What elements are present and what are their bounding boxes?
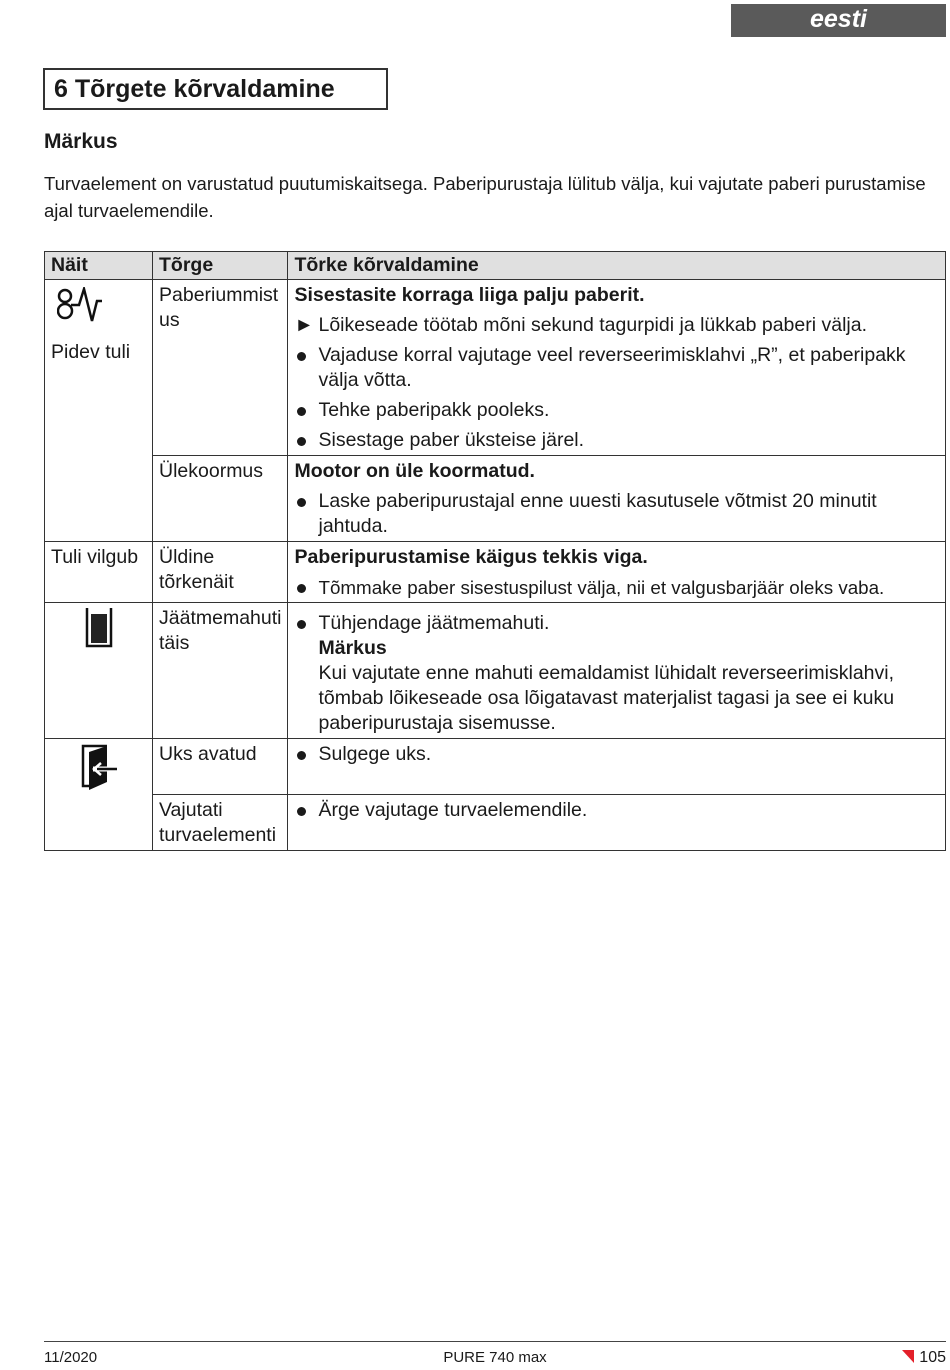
paper-jam-icon	[57, 287, 146, 334]
table-row	[45, 739, 946, 795]
list-item: Vajaduse korral vajutage veel reverseerimisklahvi „R”, et paberipakk välja võtta.	[294, 343, 939, 393]
fault-cell: Ülekoormus	[153, 456, 288, 542]
fault-cell: Paberiummistus	[153, 280, 288, 456]
indicator-cell	[45, 280, 153, 542]
indicator-cell	[45, 603, 153, 739]
page-number: 105	[919, 1349, 946, 1366]
remedy-title: Mootor on üle koormatud.	[294, 460, 535, 482]
troubleshooting-table	[44, 251, 946, 851]
indicator-cell	[45, 739, 153, 851]
footer-page	[902, 1349, 946, 1367]
list-item: Sisestage paber üksteise järel.	[294, 428, 939, 453]
result-item: ► Lõikeseade töötab mõni sekund tagurpidi ja lükkab paberi välja.	[294, 313, 939, 338]
footer-divider	[44, 1341, 946, 1342]
list-item: Laske paberipurustajal enne uuesti kasutusele võtmist 20 minutit jahtuda.	[294, 489, 939, 539]
header-fault: Tõrge	[153, 252, 288, 280]
table-row	[45, 456, 946, 542]
indicator-label: Pidev tuli	[51, 341, 131, 363]
remedy-title: Paberipurustamise käigus tekkis viga.	[294, 546, 648, 568]
fault-cell: Jäätmemahuti täis	[153, 603, 288, 739]
list-item: Tõmmake paber sisestuspilust välja, nii et valgusbarjäär oleks vaba.	[294, 575, 939, 600]
note-text: Kui vajutate enne mahuti eemaldamist lühidalt reverseerimisklahvi, tõmbab lõikeseade osa lõigatavast materjalist tagasi ja see ei kuku paberipurustaja sisemusse.	[318, 662, 895, 734]
remedy-cell	[288, 280, 946, 456]
remedy-cell	[288, 603, 946, 739]
table-row	[45, 795, 946, 851]
remedy-cell	[288, 542, 946, 603]
table-row	[45, 542, 946, 603]
indicator-label: Tuli vilgub	[45, 542, 153, 603]
table-row	[45, 280, 946, 456]
list-item-text: Tühjendage jäätmemahuti.	[318, 612, 550, 634]
header-indicator: Näit	[45, 252, 153, 280]
door-open-icon	[51, 742, 146, 799]
waste-bin-full-icon	[51, 606, 146, 655]
note-heading: Märkus	[318, 637, 387, 659]
list-item: Sulgege uks.	[294, 742, 939, 767]
note-text: Turvaelement on varustatud puutumiskaitsega. Paberipurustaja lülitub välja, kui vajutate paberi purustamise ajal turvaelemendile.	[44, 173, 926, 221]
list-item: Ärge vajutage turvaelemendile.	[294, 798, 939, 823]
fault-cell: Uks avatud	[153, 739, 288, 795]
triangle-marker-icon	[902, 1350, 914, 1363]
remedy-cell	[288, 795, 946, 851]
fault-cell: Vajutati turvaelementi	[153, 795, 288, 851]
header-remedy: Tõrke kõrvaldamine	[288, 252, 946, 280]
note-heading: Märkus	[44, 130, 118, 153]
table-header	[45, 252, 946, 280]
list-item	[294, 611, 939, 736]
remedy-cell	[288, 739, 946, 795]
list-item: Tehke paberipakk pooleks.	[294, 398, 939, 423]
footer-model: PURE 740 max	[443, 1349, 547, 1366]
table-row	[45, 603, 946, 739]
remedy-title: Sisestasite korraga liiga palju paberit.	[294, 284, 645, 306]
section-title: 6 Tõrgete kõrvaldamine	[43, 68, 388, 110]
language-tab: eesti	[731, 4, 946, 37]
fault-cell: Üldine tõrkenäit	[153, 542, 288, 603]
footer-date: 11/2020	[44, 1349, 98, 1366]
remedy-cell	[288, 456, 946, 542]
